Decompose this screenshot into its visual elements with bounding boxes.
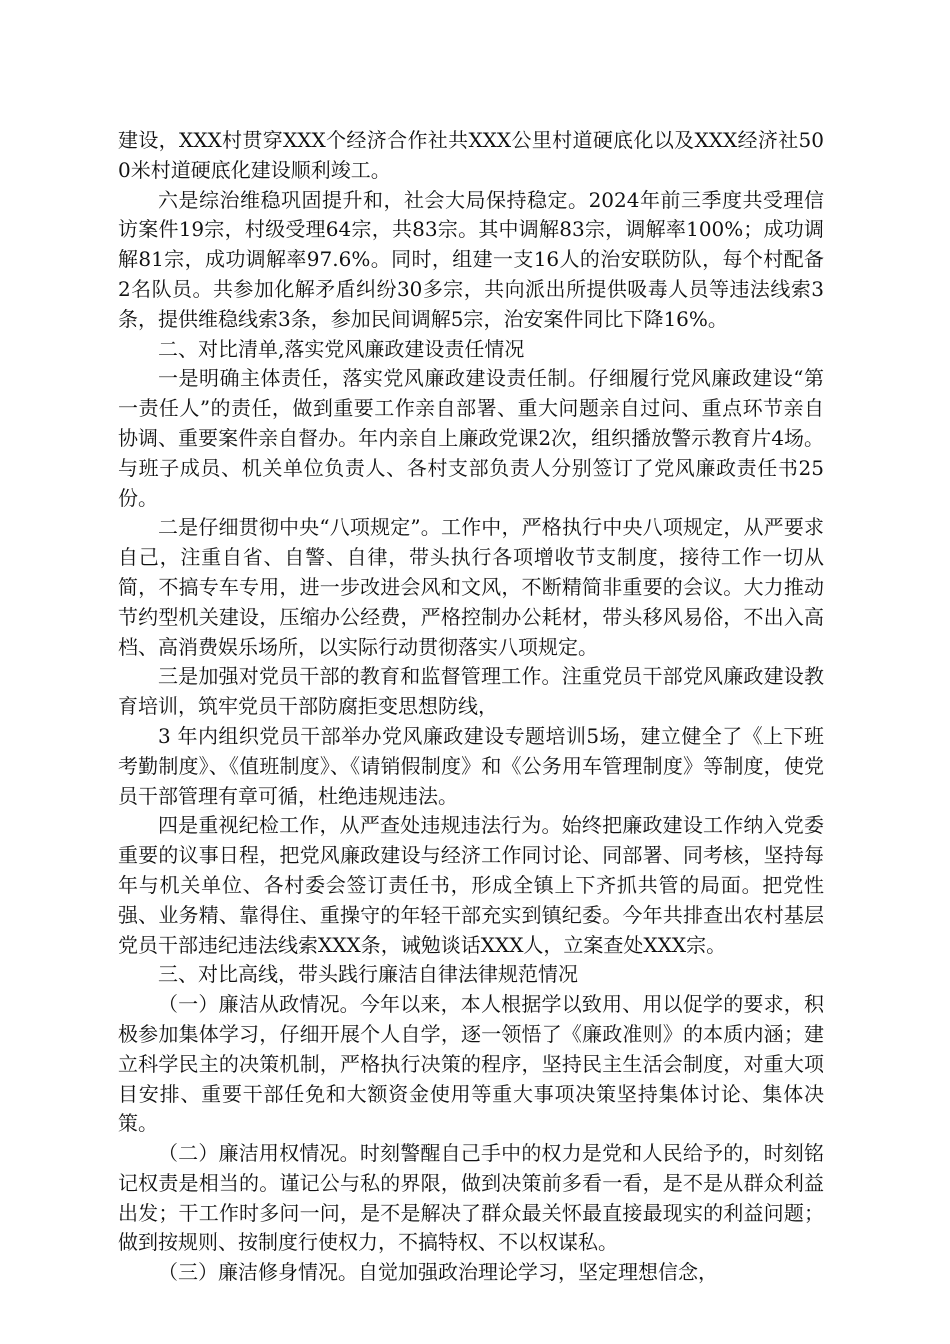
section-heading-2: 二、对比清单,落实党风廉政建设责任情况	[158, 336, 525, 361]
section-heading-3: 三、对比高线，带头践行廉洁自律法律规范情况	[158, 962, 578, 987]
paragraph-clean-power-use: （二）廉洁用权情况。时刻警醒自己手中的权力是党和人民给予的，时刻铭记权责是相当的。谨记公与私的界限，做到决策前多看一看，是不是从群众利益出发；干工作时多问一问，是不是解决了群众最关怀最直接最现实的利益问题；做到按规则、按制度行使权力，不搞特权、不以权谋私。	[118, 1141, 824, 1255]
paragraph-road-construction: 建设，XXX村贯穿XXX个经济合作社共XXX公里村道硬底化以及XXX经济社500米村道硬底化建设顺利竣工。	[118, 128, 824, 182]
paragraph-main-responsibility: 一是明确主体责任，落实党风廉政建设责任制。仔细履行党风廉政建设“第一责任人”的责任，做到重要工作亲自部署、重大问题亲自过问、重点环节亲自协调、重要案件亲自督办。年内亲自上廉政党课2次，组织播放警示教育片4场。与班子成员、机关单位负责人、各村支部负责人分别签订了党风廉政责任书25份。	[118, 366, 824, 510]
paragraph-clean-governance: （一）廉洁从政情况。今年以来，本人根据学以致用、用以促学的要求，积极参加集体学习，仔细开展个人自学，逐一领悟了《廉政准则》的本质内涵；建立科学民主的决策机制，严格执行决策的程序，坚持民主生活会制度，对重大项目安排、重要干部任免和大额资金使用等重大事项决策坚持集体讨论、集体决策。	[118, 992, 824, 1136]
paragraph-discipline-inspection: 四是重视纪检工作，从严查处违规违法行为。始终把廉政建设工作纳入党委重要的议事日程，把党风廉政建设与经济工作同讨论、同部署、同考核，坚持每年与机关单位、各村委会签订责任书，形成全镇上下齐抓共管的局面。把党性强、业务精、靠得住、重操守的年轻干部充实到镇纪委。今年共排查出农村基层党员干部违纪违法线索XXX条，诫勉谈话XXX人，立案查处XXX宗。	[118, 813, 824, 957]
paragraph-eight-regulations: 二是仔细贯彻中央“八项规定”。工作中，严格执行中央八项规定，从严要求自己，注重自省、自警、自律，带头执行各项增收节支制度，接待工作一切从简，不搞专车专用，进一步改进会风和文风，不断精简非重要的会议。大力推动节约型机关建设，压缩办公经费，严格控制办公耗材，带头移风易俗，不出入高档、高消费娱乐场所，以实际行动贯彻落实八项规定。	[118, 515, 824, 659]
document-body	[118, 126, 824, 1288]
paragraph-training-systems: 3 年内组织党员干部举办党风廉政建设专题培训5场，建立健全了《上下班考勤制度》、《值班制度》、《请销假制度》和《公务用车管理制度》等制度，使党员干部管理有章可循，杜绝违规违法。	[118, 723, 824, 808]
paragraph-self-cultivation: （三）廉洁修身情况。自觉加强政治理论学习，坚定理想信念，	[158, 1260, 718, 1285]
paragraph-social-stability: 六是综治维稳巩固提升和，社会大局保持稳定。2024年前三季度共受理信访案件19宗，村级受理64宗，共83宗。其中调解83宗，调解率100%；成功调解81宗，成功调解率97.6%。同时，组建一支16人的治安联防队，每个村配备2名队员。共参加化解矛盾纠纷30多宗，共向派出所提供吸毒人员等违法线索3条，提供维稳线索3条，参加民间调解5宗，治安案件同比下降16%。	[118, 187, 824, 331]
paragraph-cadre-education: 三是加强对党员干部的教育和监督管理工作。注重党员干部党风廉政建设教育培训，筑牢党员干部防腐拒变思想防线，	[118, 664, 824, 719]
